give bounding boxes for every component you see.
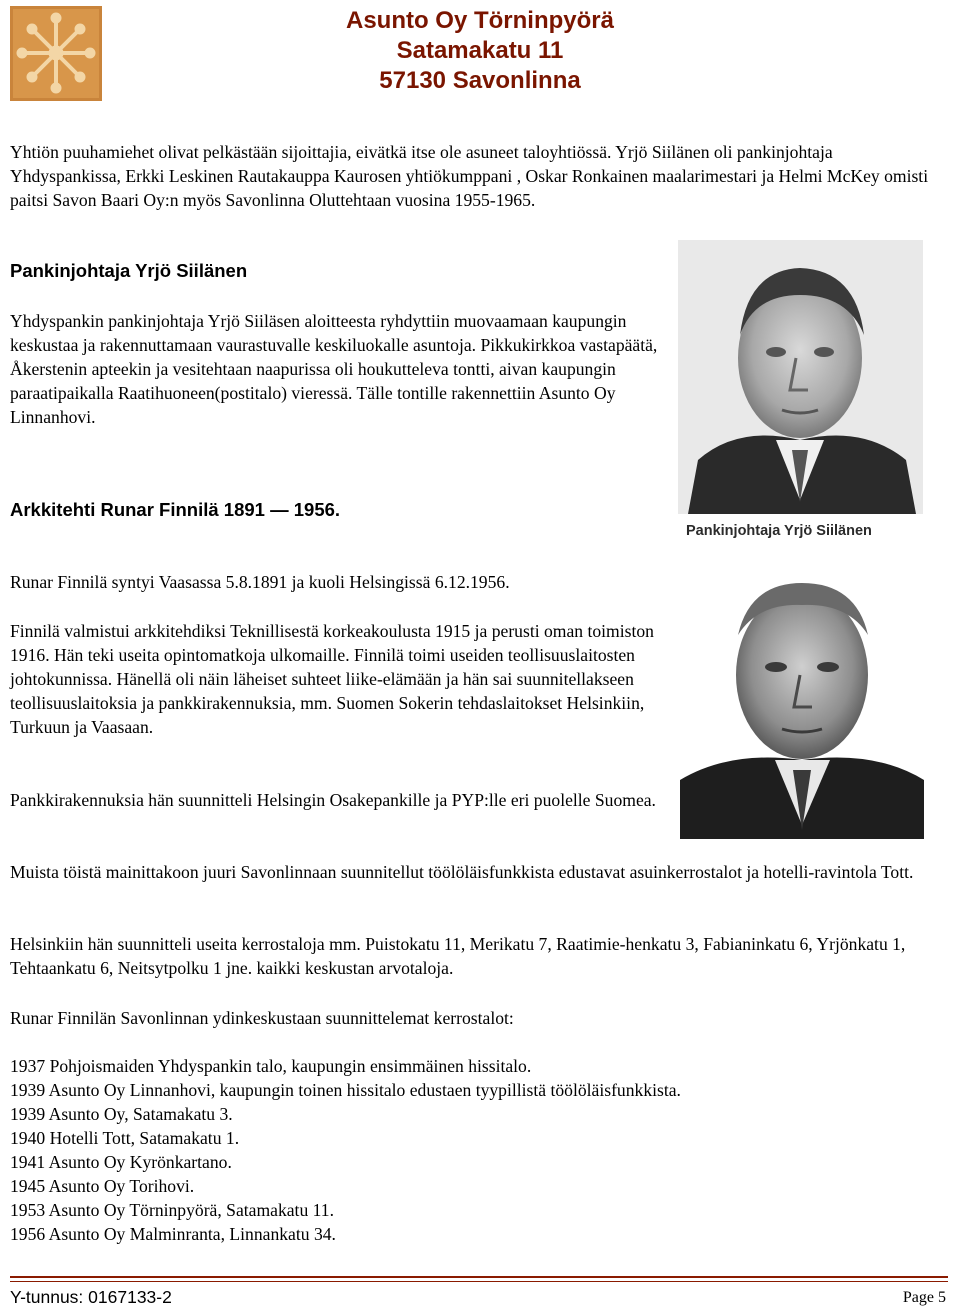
list-item: 1940 Hotelli Tott, Satamakatu 1. <box>10 1128 240 1148</box>
intro-paragraph: Yhtiön puuhamiehet olivat pelkästään sijoittajia, eivätkä itse ole asuneet taloyhtiössä. Yrjö Siilänen oli pankinjohtaja Yhdyspankissa, Erkki Leskinen Rautakauppa Kaurosen yhtiökumppani , Oskar Ronkainen maalarimestari ja Helmi McKey omisti paitsi Savon Baari Oy:n myös Savonlinna Oluttehtaan vuosina 1955-1965. <box>10 142 929 210</box>
finnila-helsinki-paragraph: Helsinkiin hän suunnitteli useita kerrostaloja mm. Puistokatu 11, Merikatu 7, Raatimie-henkatu 3, Fabianinkatu 6, Yrjönkatu 1, Tehtaankatu 6, Neitsytpolku 1 jne. kaikki keskustan arvotaloja. <box>10 934 906 978</box>
list-item: 1939 Asunto Oy Linnanhovi, kaupungin toinen hissitalo edustaen tyypillistä töölöläisfunkkista. <box>10 1080 681 1100</box>
photo-caption-siilanen: Pankinjohtaja Yrjö Siilänen <box>686 523 872 539</box>
finnila-career-paragraph: Finnilä valmistui arkkitehdiksi Teknillisestä korkeakoulusta 1915 ja perusti oman toimiston 1916. Hän teki useita opintomatkoja ulkomaille. Finnilä toimi useiden teollisuuslaitosten johtokunnissa. Hänellä oli näin läheiset suhteet liike-elämään ja hän sai suunnitellakseen teollisuuslaitoksia ja pankkirakennuksia, mm. Suomen Sokerin tehdaslaitokset Helsinkiin, Turkuun ja Vaasaan. <box>10 621 654 737</box>
siilanen-paragraph: Yhdyspankin pankinjohtaja Yrjö Siiläsen aloitteesta ryhdyttiin muovaamaan kaupungin keskustaa ja rakennuttamaan vaurastuvalle keskiluokalle asuntoja. Pikkukirkkoa vastapäätä, Åkerstenin apteekin ja vesitehtaan naapurissa oli houkutteleva tontti, aivan kaupungin paraatipaikalla Raatihuoneen(postitalo) vieressä. Tälle tontille rakennettiin Asunto Oy Linnanhovi. <box>10 311 658 427</box>
header-street-address: Satamakatu 11 <box>396 37 564 64</box>
footer-business-id: Y-tunnus: 0167133-2 <box>10 1287 172 1307</box>
list-item: 1953 Asunto Oy Törninpyörä, Satamakatu 11. <box>10 1200 334 1220</box>
section-heading-finnila: Arkkitehti Runar Finnilä 1891 — 1956. <box>10 499 341 520</box>
header-company-name: Asunto Oy Törninpyörä <box>345 7 614 34</box>
list-item: 1956 Asunto Oy Malminranta, Linnankatu 34. <box>10 1224 336 1244</box>
letterhead <box>230 6 730 96</box>
footer-page-number: Page 5 <box>902 1289 946 1306</box>
portrait-photo-siilanen <box>678 240 923 514</box>
list-item: 1937 Pohjoismaiden Yhdyspankin talo, kaupungin ensimmäinen hissitalo. <box>10 1056 532 1076</box>
company-logo <box>10 6 102 101</box>
finnila-savonlinna-paragraph: Muista töistä mainittakoon juuri Savonlinnaan suunnitellut töölöläisfunkkista edustavat asuinkerrostalot ja hotelli-ravintola Tott. <box>10 862 914 882</box>
section-heading-siilanen: Pankinjohtaja Yrjö Siilänen <box>10 260 248 281</box>
list-item: 1945 Asunto Oy Torihovi. <box>10 1176 195 1196</box>
footer-divider <box>10 1276 948 1282</box>
list-item: 1939 Asunto Oy, Satamakatu 3. <box>10 1104 233 1124</box>
portrait-photo-finnila <box>680 555 924 839</box>
finnila-banks-paragraph: Pankkirakennuksia hän suunnitteli Helsingin Osakepankille ja PYP:lle eri puolelle Suomea. <box>10 790 656 810</box>
header-postal-address: 57130 Savonlinna <box>379 67 581 94</box>
works-list <box>10 1054 940 1246</box>
list-item: 1941 Asunto Oy Kyrönkartano. <box>10 1152 232 1172</box>
finnila-works-intro: Runar Finnilän Savonlinnan ydinkeskustaan suunnittelemat kerrostalot: <box>10 1008 514 1028</box>
finnila-birth-paragraph: Runar Finnilä syntyi Vaasassa 5.8.1891 ja kuoli Helsingissä 6.12.1956. <box>10 572 510 592</box>
